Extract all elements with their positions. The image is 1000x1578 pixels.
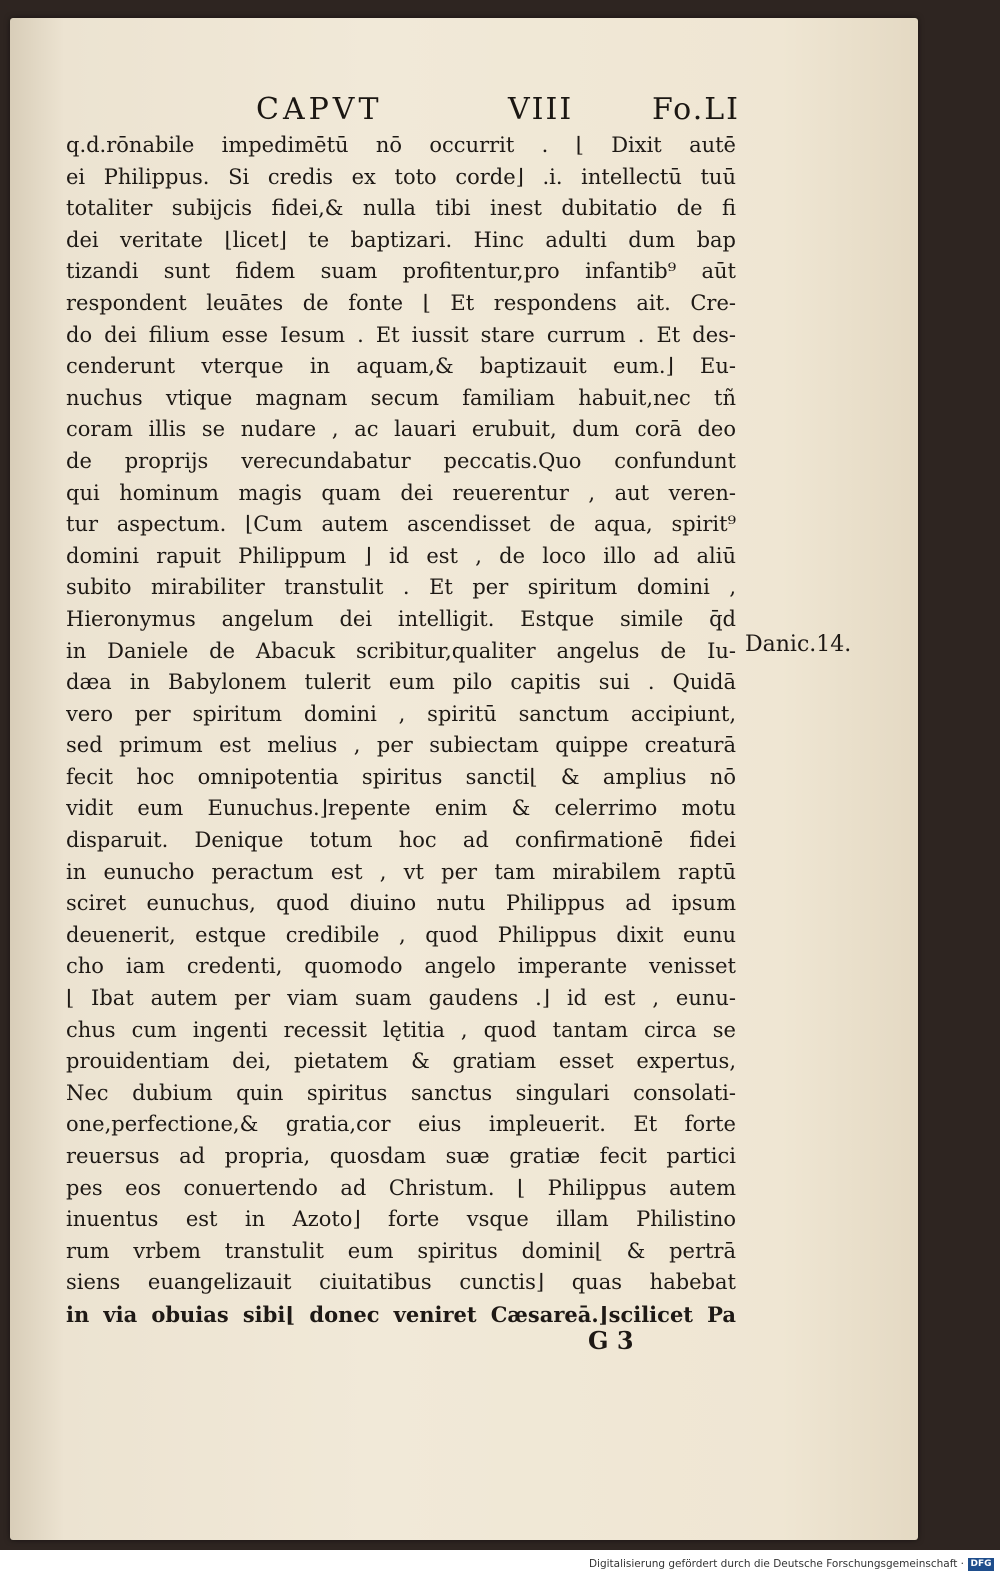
text-line: dei veritate ⌊licet⌋ te baptizari. Hinc adulti dum bap	[66, 227, 736, 252]
text-line: respondent leuātes de fonte ⌊ Et respondens ait. Cre-	[66, 290, 736, 315]
body-text	[66, 130, 736, 1331]
book-page	[10, 18, 918, 1540]
text-line: dæa in Babylonem tulerit eum pilo capitis sui . Quidā	[66, 670, 736, 695]
text-line: inuentus est in Azoto⌋ forte vsque illam Philistino	[66, 1207, 736, 1232]
text-line: in Daniele de Abacuk scribitur,qualiter angelus de Iu-	[66, 638, 736, 663]
text-line: Nec dubium quin spiritus sanctus singulari consolati-	[66, 1080, 736, 1105]
header-folio: Fo.LI	[652, 92, 741, 127]
header-chapter-number: VIII	[508, 92, 574, 127]
text-line: tur aspectum. ⌊Cum autem ascendisset de aqua, spirit⁹	[66, 512, 736, 537]
text-line: qui hominum magis quam dei reuerentur , aut veren-	[66, 480, 736, 505]
text-line: tizandi sunt fidem suam profitentur,pro infantib⁹ aūt	[66, 259, 736, 284]
footer-bar	[0, 1550, 1000, 1578]
text-line: ⌊ Ibat autem per viam suam gaudens .⌋ id est , eunu-	[66, 986, 736, 1011]
text-line: totaliter subijcis fidei,& nulla tibi inest dubitatio de fi	[66, 196, 736, 221]
text-line: disparuit. Denique totum hoc ad confirmationē fidei	[66, 828, 736, 853]
text-line: nuchus vtique magnam secum familiam habuit,nec tñ	[66, 385, 736, 410]
text-line: ei Philippus. Si credis ex toto corde⌋ .i. intellectū tuū	[66, 164, 736, 189]
text-line: pes eos conuertendo ad Christum. ⌊ Philippus autem	[66, 1175, 736, 1200]
text-line: in via obuias sibi⌊ donec veniret Cæsareā.⌋scilicet Pa	[66, 1301, 736, 1327]
text-line: domini rapuit Philippum ⌋ id est , de loco illo ad aliū	[66, 543, 736, 568]
text-line: coram illis se nudare , ac lauari erubuit, dum corā deo	[66, 417, 736, 442]
text-line: reuersus ad propria, quosdam suæ gratiæ fecit partici	[66, 1144, 736, 1168]
text-line: rum vrbem transtulit eum spiritus domini⌊ & pertrā	[66, 1238, 736, 1263]
text-line: chus cum ingenti recessit lętitia , quod tantam circa se	[66, 1017, 736, 1042]
signature-mark: G 3	[588, 1326, 634, 1355]
text-line: q.d.rōnabile impedimētū nō occurrit . ⌊ Dixit autē	[66, 133, 736, 157]
header-chapter: CAPVT	[256, 92, 383, 127]
dfg-logo: DFG	[968, 1558, 994, 1571]
text-line: Hieronymus angelum dei intelligit. Estque simile q̄d	[66, 606, 736, 631]
running-header	[10, 92, 918, 132]
margin-note: Danic.14.	[745, 632, 852, 657]
text-line: subito mirabiliter transtulit . Et per spiritum domini ,	[66, 575, 736, 600]
text-line: deuenerit, estque credibile , quod Philippus dixit eunu	[66, 922, 736, 947]
text-line: cenderunt vterque in aquam,& baptizauit eum.⌋ Eu-	[66, 354, 736, 379]
funding-credit: Digitalisierung gefördert durch die Deutsche Forschungsgemeinschaft ·	[588, 1558, 964, 1570]
text-line: do dei filium esse Iesum . Et iussit stare currum . Et des-	[66, 322, 736, 347]
text-line: vero per spiritum domini , spiritū sanctum accipiunt,	[66, 701, 736, 726]
text-line: cho iam credenti, quomodo angelo imperante venisset	[66, 954, 736, 979]
text-line: fecit hoc omnipotentia spiritus sancti⌊ & amplius nō	[66, 764, 736, 789]
text-line: siens euangelizauit ciuitatibus cunctis⌋ quas habebat	[66, 1270, 736, 1295]
text-line: prouidentiam dei, pietatem & gratiam esset expertus,	[66, 1049, 736, 1074]
text-line: de proprijs verecundabatur peccatis.Quo confundunt	[66, 448, 736, 473]
text-line: in eunucho peractum est , vt per tam mirabilem raptū	[66, 859, 736, 884]
text-line: vidit eum Eunuchus.⌋repente enim & celerrimo motu	[66, 796, 736, 821]
text-line: one,perfectione,& gratia,cor eius impleuerit. Et forte	[66, 1112, 736, 1137]
text-line: sciret eunuchus, quod diuino nutu Philippus ad ipsum	[66, 891, 736, 916]
text-line: sed primum est melius , per subiectam quippe creaturā	[66, 733, 736, 758]
